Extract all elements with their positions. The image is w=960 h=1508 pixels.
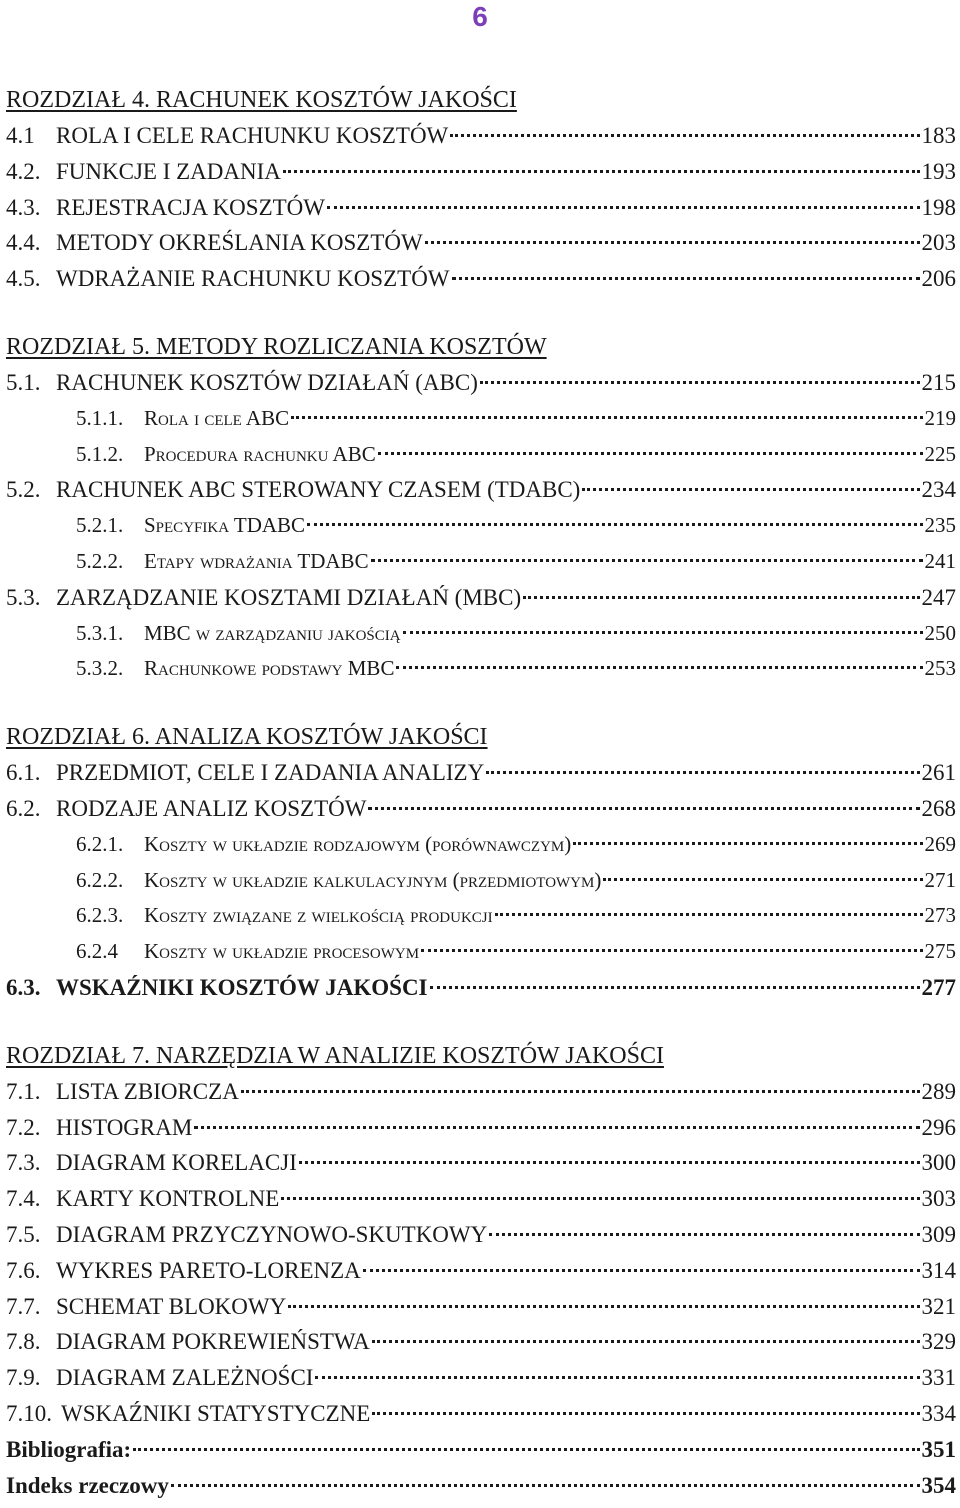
dot-leader (396, 666, 922, 669)
entry-title: Rachunkowe podstawy MBC (144, 656, 395, 681)
entry-page: 271 (924, 867, 956, 892)
dot-leader (603, 878, 922, 881)
entry-title: Etapy wdrażania TDABC (144, 548, 369, 573)
entry-number: 5.2.1. (76, 513, 124, 538)
entry-title: DIAGRAM ZALEŻNOŚCI (56, 1365, 314, 1391)
section-gap (6, 1006, 956, 1038)
entry-number: 5.2. (6, 477, 41, 503)
entry-title: WSKAŹNIKI STATYSTYCZNE (61, 1400, 371, 1426)
entry-number: 5.1.1. (76, 405, 124, 430)
dot-leader (480, 381, 920, 384)
entry-number: 6.2.4 (76, 939, 118, 964)
entry-page: 331 (921, 1365, 956, 1391)
dot-leader (372, 1412, 919, 1415)
dot-leader (241, 1090, 920, 1093)
entry-page: 273 (924, 903, 956, 928)
dot-leader (421, 949, 922, 952)
toc-entry[interactable] (6, 1253, 956, 1289)
entry-page: 329 (921, 1329, 956, 1355)
entry-page: 219 (924, 405, 956, 430)
toc-entry[interactable] (6, 190, 956, 226)
entry-number: 7.4. (6, 1186, 41, 1212)
dot-leader (299, 1161, 920, 1164)
entry-page: 215 (921, 369, 956, 395)
entry-number: 7.5. (6, 1221, 41, 1247)
entry-page: 193 (921, 158, 956, 184)
entry-page: 203 (921, 230, 956, 256)
dot-leader (489, 1233, 919, 1236)
back-matter-entry[interactable] (6, 1468, 956, 1504)
entry-title: RACHUNEK ABC STEROWANY CZASEM (TDABC) (56, 477, 581, 503)
entry-number: 5.3. (6, 584, 41, 610)
dot-leader (368, 807, 919, 810)
back-matter (6, 1432, 956, 1504)
dot-leader (291, 416, 922, 419)
entry-page: 314 (921, 1257, 956, 1283)
entry-page: 296 (921, 1114, 956, 1140)
toc-entry[interactable] (6, 261, 956, 297)
entry-page: 235 (924, 513, 956, 538)
entry-page: 277 (921, 974, 956, 1000)
entry-page: 183 (921, 123, 956, 148)
entry-number: 4.3. (6, 194, 41, 220)
entry-number: 7.6. (6, 1257, 41, 1283)
toc-entry[interactable] (6, 225, 956, 261)
entry-number: 4.4. (6, 230, 41, 256)
toc-entry[interactable] (6, 1181, 956, 1217)
dot-leader (582, 488, 919, 491)
entry-number: 6.1. (6, 760, 41, 786)
toc-entry[interactable] (6, 791, 956, 827)
toc-entry[interactable] (6, 118, 956, 154)
toc-entry[interactable] (6, 1396, 956, 1432)
chapter-title[interactable]: ROZDZIAŁ 6. ANALIZA KOSZTÓW JAKOŚCI (6, 724, 488, 751)
entry-title: WDRAŻANIE RACHUNKU KOSZTÓW (56, 266, 450, 292)
entry-number: 7.9. (6, 1365, 41, 1391)
toc-entry[interactable] (6, 365, 956, 401)
toc-subentry[interactable] (6, 437, 956, 473)
entry-title: DIAGRAM POKREWIEŃSTWA (56, 1329, 370, 1355)
entry-title: MBC w zarządzaniu jakością (144, 620, 401, 645)
dot-leader (573, 842, 922, 845)
toc-entry[interactable] (6, 755, 956, 791)
toc-entry[interactable] (6, 1217, 956, 1253)
entry-page: 225 (924, 441, 956, 466)
entry-page: 309 (921, 1221, 956, 1247)
entry-page: 241 (924, 548, 956, 573)
entry-title: HISTOGRAM (56, 1114, 193, 1140)
chapter-title[interactable]: ROZDZIAŁ 4. RACHUNEK KOSZTÓW JAKOŚCI (6, 87, 517, 113)
dot-leader (452, 277, 920, 280)
entry-title: PRZEDMIOT, CELE I ZADANIA ANALIZY (56, 760, 485, 786)
entry-number: 7.3. (6, 1150, 41, 1176)
toc-entry[interactable] (6, 1145, 956, 1181)
entry-title: ZARZĄDZANIE KOSZTAMI DZIAŁAŃ (MBC) (56, 584, 522, 610)
entry-page: 250 (924, 620, 956, 645)
entry-title: REJESTRACJA KOSZTÓW (56, 194, 325, 220)
toc-subentry[interactable] (6, 827, 956, 863)
entry-page: 351 (921, 1436, 956, 1462)
entry-title: WSKAŹNIKI KOSZTÓW JAKOŚCI (56, 974, 428, 1000)
entry-number: 6.2.2. (76, 867, 124, 892)
toc-subentry[interactable] (6, 508, 956, 544)
dot-leader (372, 1340, 920, 1343)
entry-number: 4.5. (6, 266, 41, 292)
entry-number: 5.3.2. (76, 656, 124, 681)
entry-number: 4.2. (6, 158, 41, 184)
entry-page: 275 (924, 939, 956, 964)
entry-title: SCHEMAT BLOKOWY (56, 1293, 287, 1319)
chapter-section (6, 719, 956, 1006)
entry-number: 6.3. (6, 974, 41, 1000)
dot-leader (371, 559, 923, 562)
dot-leader (307, 523, 922, 526)
dot-leader (495, 913, 923, 916)
page-number: 6 (472, 1, 488, 32)
entry-title: ROLA I CELE RACHUNKU KOSZTÓW (56, 123, 449, 148)
entry-page: 354 (921, 1472, 956, 1498)
entry-number: 7.1. (6, 1078, 41, 1104)
toc-entry[interactable] (6, 154, 956, 190)
entry-page: 198 (921, 194, 956, 220)
toc-entry[interactable] (6, 580, 956, 616)
dot-leader (194, 1126, 919, 1129)
toc-subentry[interactable] (6, 616, 956, 652)
chapter-title[interactable]: ROZDZIAŁ 5. METODY ROZLICZANIA KOSZTÓW (6, 333, 547, 360)
toc-subentry[interactable] (6, 863, 956, 899)
toc-subentry[interactable] (6, 544, 956, 580)
entry-number: 5.1. (6, 369, 41, 395)
entry-number: 7.2. (6, 1114, 41, 1140)
toc-entry[interactable] (6, 1289, 956, 1325)
chapter-title[interactable]: ROZDZIAŁ 7. NARZĘDZIA W ANALIZIE KOSZTÓW JAKOŚCI (6, 1042, 664, 1069)
entry-title: RODZAJE ANALIZ KOSZTÓW (56, 795, 367, 821)
entry-title: RACHUNEK KOSZTÓW DZIAŁAŃ (ABC) (56, 369, 478, 395)
dot-leader (283, 170, 920, 173)
dot-leader (281, 1197, 919, 1200)
section-gap (6, 297, 956, 329)
chapter-section (6, 1038, 956, 1432)
toc-subentry[interactable] (6, 401, 956, 437)
entry-title: DIAGRAM KORELACJI (56, 1150, 297, 1176)
entry-page: 303 (921, 1186, 956, 1212)
entry-page: 269 (924, 831, 956, 856)
table-of-contents (6, 82, 956, 1503)
back-matter-entry[interactable] (6, 1432, 956, 1468)
entry-title: Koszty w układzie procesowym (144, 939, 420, 964)
entry-number: 5.3.1. (76, 620, 124, 645)
toc-subentry[interactable] (6, 898, 956, 934)
entry-number: 4.1 (6, 123, 35, 148)
entry-page: 261 (921, 760, 956, 786)
dot-leader (378, 452, 923, 455)
dot-leader (171, 1484, 920, 1487)
entry-title: Indeks rzeczowy (6, 1472, 169, 1498)
toc-entry[interactable] (6, 472, 956, 508)
dot-leader (315, 1376, 919, 1379)
entry-title: Koszty w układzie rodzajowym (porównawczym) (144, 831, 572, 856)
toc-subentry[interactable] (6, 651, 956, 687)
entry-number: 5.1.2. (76, 441, 124, 466)
entry-page: 334 (921, 1400, 956, 1426)
entry-number: 7.8. (6, 1329, 41, 1355)
dot-leader (430, 986, 920, 989)
chapter-section (6, 329, 956, 687)
entry-page: 321 (921, 1293, 956, 1319)
entry-page: 247 (921, 584, 956, 610)
entry-page: 300 (921, 1150, 956, 1176)
entry-title: LISTA ZBIORCZA (56, 1078, 239, 1104)
entry-title: Koszty związane z wielkością produkcji (144, 903, 493, 928)
entry-number: 5.2.2. (76, 548, 124, 573)
entry-page: 206 (921, 266, 956, 292)
dot-leader (450, 134, 919, 137)
toc-subentry[interactable] (6, 934, 956, 970)
entry-title: FUNKCJE I ZADANIA (56, 158, 281, 184)
dot-leader (523, 596, 919, 599)
entry-title: Bibliografia: (6, 1436, 132, 1462)
entry-title: Rola i cele ABC (144, 405, 290, 430)
entry-title: DIAGRAM PRZYCZYNOWO-SKUTKOWY (56, 1221, 488, 1247)
toc-entry[interactable] (6, 1324, 956, 1360)
section-gap (6, 687, 956, 719)
entry-title: Procedura rachunku ABC (144, 441, 376, 466)
entry-page: 289 (921, 1078, 956, 1104)
dot-leader (486, 771, 919, 774)
dot-leader (403, 631, 923, 634)
entry-title: WYKRES PARETO-LORENZA (56, 1257, 361, 1283)
dot-leader (363, 1269, 920, 1272)
entry-number: 6.2.1. (76, 831, 124, 856)
dot-leader (327, 206, 920, 209)
entry-number: 6.2.3. (76, 903, 124, 928)
entry-title: Koszty w układzie kalkulacyjnym (przedmiotowym) (144, 867, 602, 892)
dot-leader (425, 241, 920, 244)
entry-title: KARTY KONTROLNE (56, 1186, 280, 1212)
entry-title: Specyfika TDABC (144, 513, 306, 538)
chapter-section (6, 82, 956, 297)
entry-page: 253 (924, 656, 956, 681)
toc-entry[interactable] (6, 1110, 956, 1146)
entry-title: METODY OKREŚLANIA KOSZTÓW (56, 230, 423, 256)
dot-leader (288, 1305, 919, 1308)
toc-entry[interactable] (6, 970, 956, 1006)
entry-number: 7.7. (6, 1293, 41, 1319)
entry-page: 234 (921, 477, 956, 503)
entry-page: 268 (921, 795, 956, 821)
toc-entry[interactable] (6, 1074, 956, 1110)
entry-number: 7.10. (6, 1400, 52, 1426)
toc-entry[interactable] (6, 1360, 956, 1396)
entry-number: 6.2. (6, 795, 41, 821)
dot-leader (133, 1448, 919, 1451)
